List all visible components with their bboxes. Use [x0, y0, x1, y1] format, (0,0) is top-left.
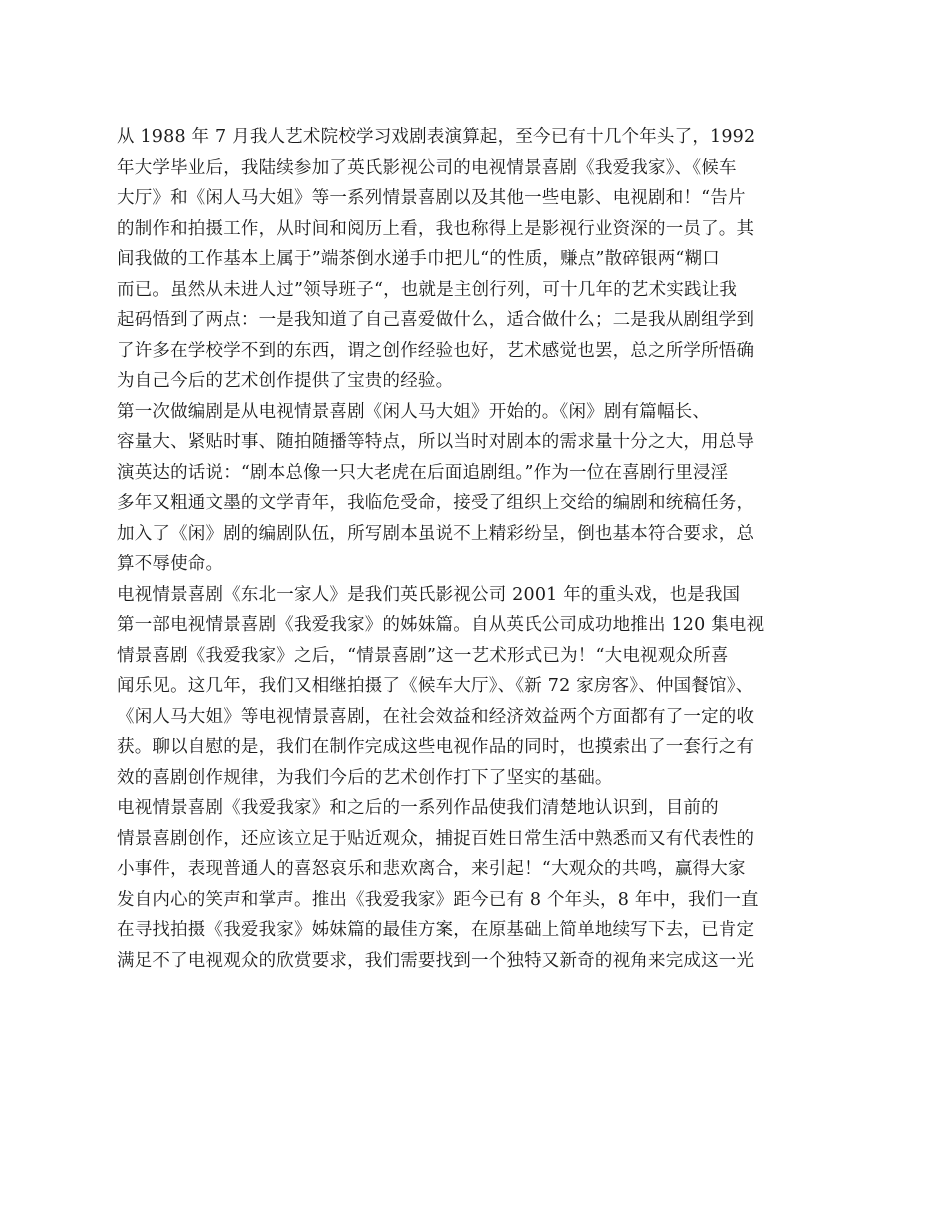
body-text — [117, 122, 817, 976]
text-line: 《闲人马大姐》等电视情景喜剧，在社会效益和经济效益两个方面都有了一定的收 — [117, 706, 755, 727]
text-line: 从 1988 年 7 月我人艺术院校学习戏剧表演算起，至今已有十几个年头了，1992 — [117, 127, 756, 147]
text-line: 容量大、紧贴时事、随拍随播等特点，所以当时对剧本的需求量十分之大，用总导 — [117, 432, 755, 452]
text-line: 效的喜剧创作规律，为我们今后的艺术创作打下了坚实的基础。 — [117, 767, 613, 788]
text-line: 满足不了电视观众的欣赏要求，我们需要找到一个独特又新奇的视角来完成这一光 — [117, 950, 755, 971]
text-line: 了许多在学校学不到的东西，谓之创作经验也好，艺术感觉也罢，总之所学所悟确 — [117, 340, 755, 361]
text-line: 小事件，表现普通人的喜怒哀乐和悲欢离合，来引起！“大观众的共鸣，赢得大家 — [117, 859, 746, 879]
text-line: 情景喜剧《我爱我家》之后，“情景喜剧”这一艺术形式已为！“大电视观众所喜 — [117, 645, 729, 666]
text-line: 间我做的工作基本上属于”端茶倒水递手巾把儿“的性质，赚点”散碎银两“糊口 — [117, 249, 720, 269]
text-line: 多年又粗通文墨的文学青年，我临危受命，接受了组织上交给的编剧和统稿任务， — [117, 493, 755, 513]
text-line: 大厅》和《闲人马大姐》等一系列情景喜剧以及其他一些电影、电视剧和！“告片 — [117, 188, 746, 208]
text-line: 为自己今后的艺术创作提供了宝贵的经验。 — [117, 371, 454, 391]
text-line: 算不辱使命。 — [117, 554, 224, 574]
text-line: 年大学毕业后，我陆续参加了英氏影视公司的电视情景喜剧《我爱我家》、《候车 — [117, 157, 737, 178]
text-line: 第一部电视情景喜剧《我爱我家》的姊妹篇。自从英氏公司成功地推出 120 集电视 — [117, 615, 765, 635]
text-line: 闻乐见。这几年，我们又相继拍摄了《候车大厅》、《新 72 家房客》、仲国餐馆》、 — [117, 676, 754, 696]
text-line: 电视情景喜剧《东北一家人》是我们英氏影视公司 2001 年的重头戏，也是我国 — [117, 584, 741, 605]
text-line: 起码悟到了两点：一是我知道了自己喜爱做什么，适合做什么；二是我从剧组学到 — [117, 310, 755, 330]
text-line: 而已。虽然从未进人过”领导班子“，也就是主创行列，可十几年的艺术实践让我 — [117, 279, 738, 300]
text-line: 获。聊以自慰的是，我们在制作完成这些电视作品的同时，也摸索出了一套行之有 — [117, 737, 755, 757]
text-line: 情景喜剧创作，还应该立足于贴近观众，捕捉百姓日常生活中熟悉而又有代表性的 — [117, 828, 755, 849]
text-line: 的制作和拍摄工作，从时间和阅历上看，我也称得上是影视行业资深的一员了。其 — [117, 218, 755, 239]
text-line: 加入了《闲》剧的编剧队伍，所写剧本虽说不上精彩纷呈，倒也基本符合要求，总 — [117, 523, 755, 544]
text-line: 在寻找拍摄《我爱我家》姊妹篇的最佳方案，在原基础上简单地续写下去，已肯定 — [117, 920, 755, 940]
text-line: 电视情景喜剧《我爱我家》和之后的一系列作品使我们清楚地认识到，目前的 — [117, 798, 719, 818]
text-line: 第一次做编剧是从电视情景喜剧《闲人马大姐》开始的。《闲》剧有篇幅长、 — [117, 401, 711, 422]
text-line: 演英达的话说：“剧本总像一只大老虎在后面追剧组。”作为一位在喜剧行里浸淫 — [117, 462, 729, 483]
text-line: 发自内心的笑声和掌声。推出《我爱我家》距今已有 8 个年头，8 年中，我们一直 — [117, 889, 759, 910]
